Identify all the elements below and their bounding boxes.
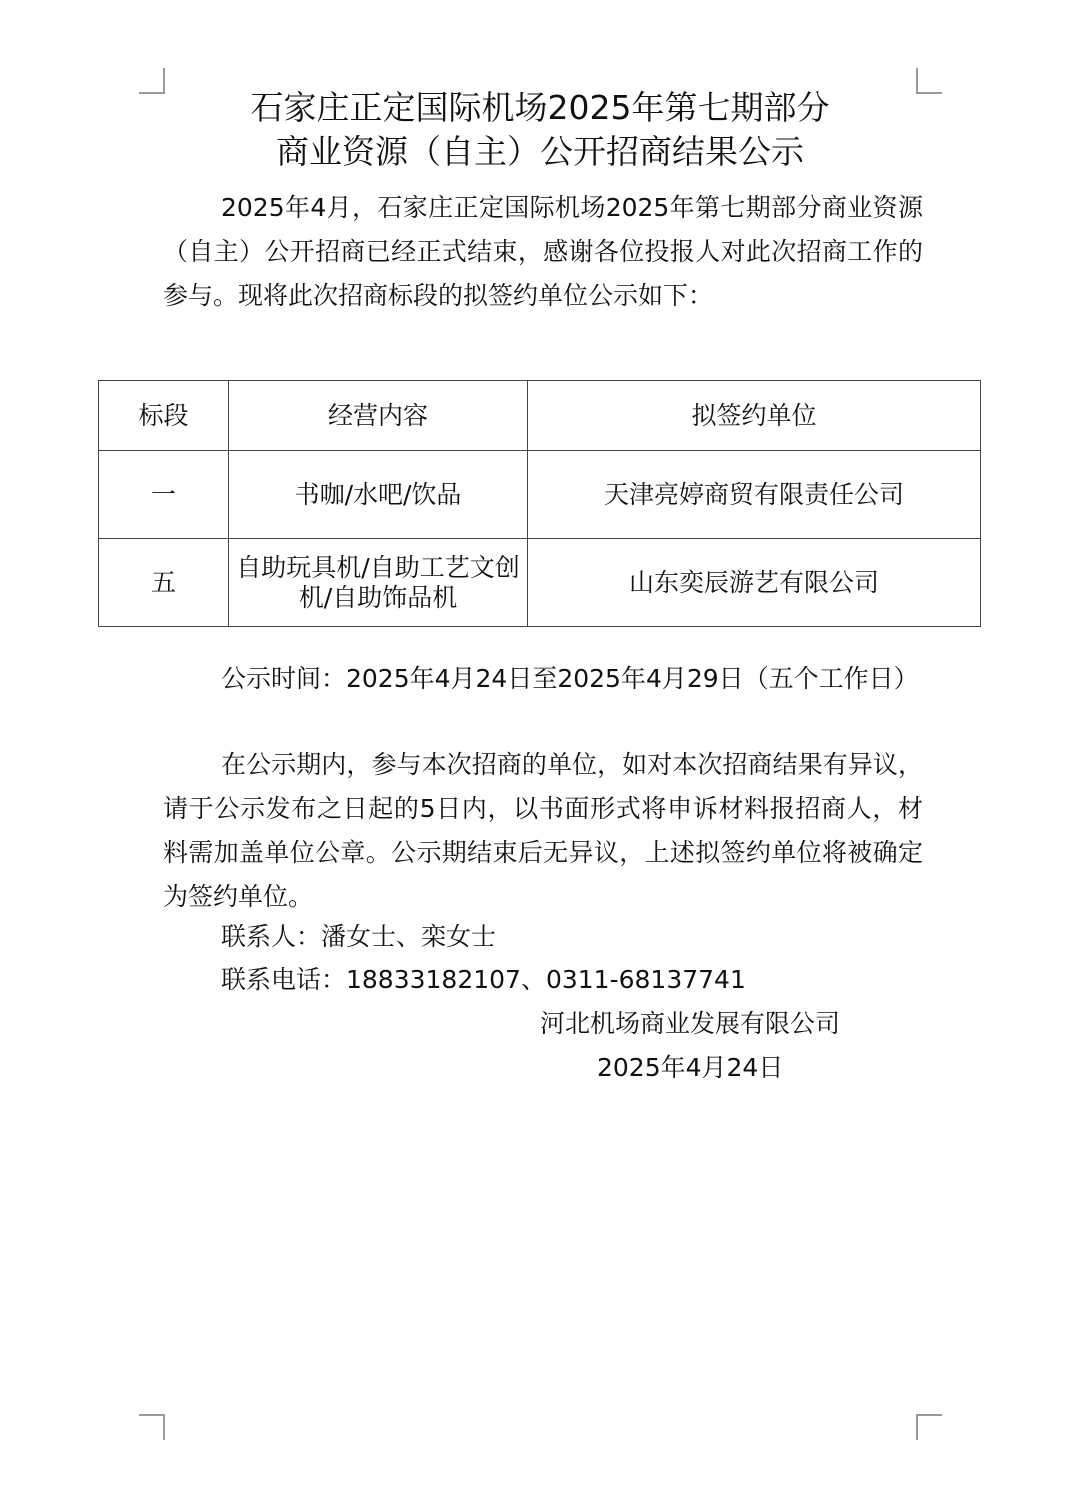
table-header-row: [99, 381, 981, 451]
document-title: [150, 86, 930, 174]
cell-section: 五: [99, 539, 229, 627]
cell-unit: 山东奕辰游艺有限公司: [528, 539, 981, 627]
cell-content: 自助玩具机/自助工艺文创机/自助饰品机: [229, 539, 528, 627]
table-row: [99, 539, 981, 627]
table-row: [99, 451, 981, 539]
contact-phone: 联系电话：18833182107、0311-68137741: [221, 965, 746, 994]
title-line-2: 商业资源（自主）公开招商结果公示: [276, 132, 804, 171]
page-corner-mark-bottom-left: [139, 1414, 165, 1440]
objection-paragraph: 在公示期内，参与本次招商的单位，如对本次招商结果有异议，请于公示发布之日起的5日内，以书面形式将申诉材料报招商人，材料需加盖单位公章。公示期结束后无异议，上述拟签约单位将被确定为签约单位。: [163, 750, 923, 911]
bid-results-table: [98, 380, 981, 627]
signature-company: 河北机场商业发展有限公司: [540, 1009, 841, 1038]
intro-paragraph: 2025年4月，石家庄正定国际机场2025年第七期部分商业资源（自主）公开招商已经正式结束，感谢各位投报人对此次招商工作的参与。现将此次招商标段的拟签约单位公示如下：: [163, 193, 923, 310]
cell-unit: 天津亮婷商贸有限责任公司: [528, 451, 981, 539]
header-unit: 拟签约单位: [528, 381, 981, 451]
cell-content: 书咖/水吧/饮品: [229, 451, 528, 539]
title-line-1: 石家庄正定国际机场2025年第七期部分: [250, 88, 830, 127]
header-section: 标段: [99, 381, 229, 451]
contact-person: 联系人：潘女士、栾女士: [221, 922, 497, 951]
signature-date: 2025年4月24日: [597, 1053, 784, 1082]
header-content: 经营内容: [229, 381, 528, 451]
cell-section: 一: [99, 451, 229, 539]
publicity-period: 公示时间：2025年4月24日至2025年4月29日（五个工作日）: [221, 664, 919, 693]
page-corner-mark-bottom-right: [916, 1414, 942, 1440]
